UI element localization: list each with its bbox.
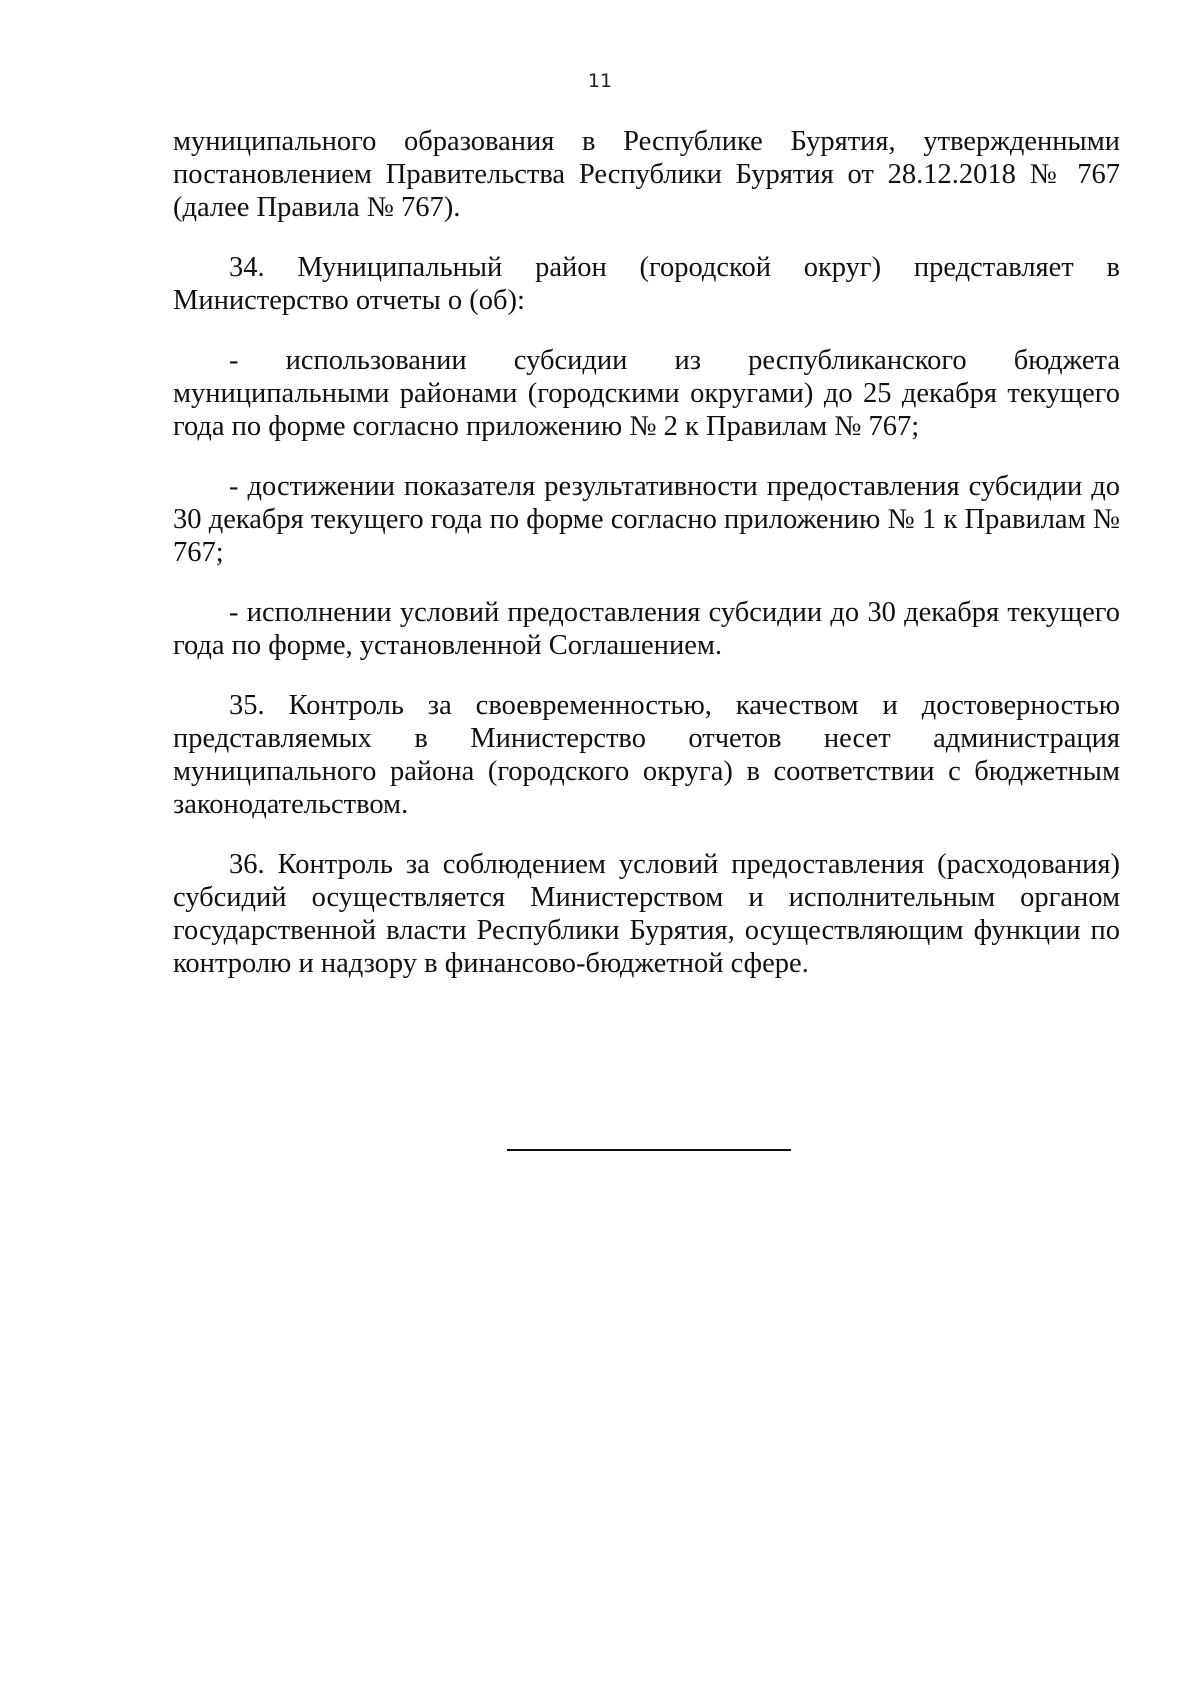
list-item-subsidy-usage-report: - использовании субсидии из республиканского бюджета муниципальными районами (городскими округами) до 25 декабря текущего года по форме согласно приложению № 2 к Правилам № 767; bbox=[173, 345, 1120, 442]
end-separator-line bbox=[507, 1149, 791, 1151]
page-number: 11 bbox=[587, 70, 613, 92]
paragraph-36: 36. Контроль за соблюдением условий предоставления (расходования) субсидий осуществляется Министерством и исполнительным органом государственной власти Республики Бурятия, осуществляющим функции по контролю и надзору в финансово-бюджетной сфере. bbox=[173, 849, 1120, 979]
list-item-performance-indicator-report: - достижении показателя результативности предоставления субсидии до 30 декабря текущего года по форме согласно приложению № 1 к Правилам № 767; bbox=[173, 471, 1120, 568]
paragraph-35: 35. Контроль за своевременностью, качеством и достоверностью представляемых в Министерство отчетов несет администрация муниципального района (городского округа) в соответствии с бюджетным законодательством. bbox=[173, 690, 1120, 820]
document-body bbox=[173, 125, 1120, 1007]
list-item-conditions-fulfillment-report: - исполнении условий предоставления субсидии до 30 декабря текущего года по форме, установленной Соглашением. bbox=[173, 597, 1120, 661]
paragraph-34: 34. Муниципальный район (городской округ) представляет в Министерство отчеты о (об): bbox=[173, 252, 1120, 316]
paragraph-continuation: муниципального образования в Республике Бурятия, утвержденными постановлением Правительства Республики Бурятия от 28.12.2018 № 767 (далее Правила № 767). bbox=[173, 126, 1120, 223]
